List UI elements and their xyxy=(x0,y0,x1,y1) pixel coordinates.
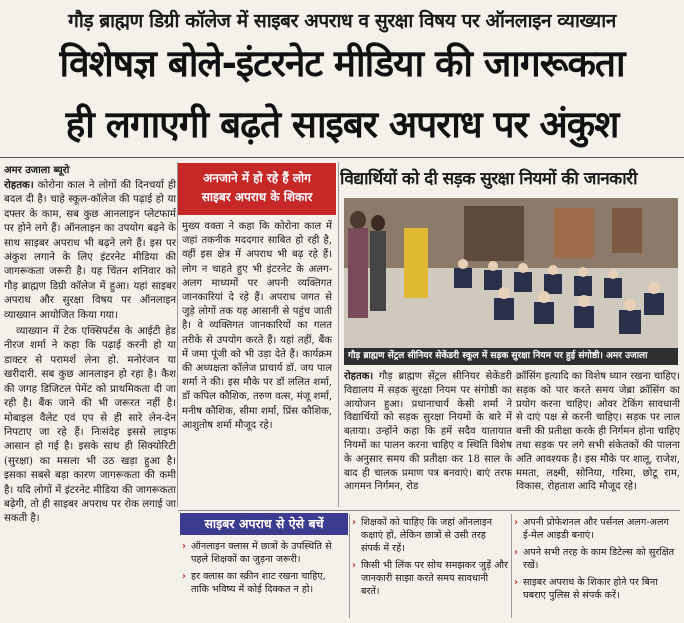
headline-line-1: विशेषज्ञ बोले-इंटरनेट मीडिया की जागरूकता xyxy=(59,42,625,85)
highlight-box xyxy=(178,163,336,215)
photo-story-column-1 xyxy=(344,370,512,505)
highlight-line-1: अनजाने में हो रहे हैं लोग xyxy=(203,171,311,185)
photo-story-text: गौड़ ब्राह्मण सेंट्रल सीनियर सेकेंडरी विद्यालय में सड़क सुरक्षा नियम पर संगोष्ठी का आयोजन हुआ। प्रधानाचार्य केसी शर्मा ने विद्यार्थियों को सड़क सुरक्षा नियमों के बारे में बताया। उन्होंने कहा कि हमें सदैव यातायात नियमों का पालन करना चाहिए व स्थिति विशेष के अनुसार समय की प्रतीक्षा कर 18 साल के बाद ही चालक प्रमाण पत्र बनवाएं। बाएं तरफ आगमन निर्गमन, रोड xyxy=(344,371,512,493)
paragraph-2: व्याख्यान में टेक एक्सिपर्टस के आईटी हेड नीरज शर्मा ने कहा कि पढ़ाई करनी हो या डाक्टर से परामर्श लेना हो. मनोरंजन या खरीदारी. सब कुछ आनलाइन हो रहा है। कैश की जगह डिजिटल पेमेंट को प्राथमिकता दी जा रही है। बैंक जाने की भी जरूरत नहीं है। मोबाइल वैलेट एवं एप से ही सारे लेन-देन निपटाए जा रहे हैं। निःसंदेह इससे लाइफ आसान हो गई है। इसके साथ ही सिक्योरिटी (सुरक्षा) का मसला भी उठ खड़ा हुआ है। इसका सबसे बड़ा कारण जागरूकता की कमी है। यदि लोगों में इंटरनेट मीडिया की जागरूकता बढ़ेगी, तो ही साइबर अपराध पर रोक लगाई जा सकती है। xyxy=(4,326,176,525)
column-divider xyxy=(338,162,339,507)
article-column-1 xyxy=(4,178,176,603)
sub-headline: गौड़ ब्राह्मण डिग्री कॉलेज में साइबर अपराध व सुरक्षा विषय पर ऑनलाइन व्याख्यान xyxy=(68,10,616,32)
tips-group-1 xyxy=(182,540,346,620)
tips-group-3 xyxy=(514,516,680,620)
tip-item: › हर क्लास का स्क्रीन शाट रखना चाहिए, ताकि भविष्य में कोई दिक्कत न हो। xyxy=(182,570,346,596)
dateline: रोहतक। xyxy=(4,179,34,191)
tip-item: › ऑनलाइन क्लास में छात्रों के उपस्थिति से पहले शिक्षकों का जुड़ना जरूरी। xyxy=(182,540,346,566)
tip-item: › शिक्षकों को चाहिए कि जहां ऑनलाइन कक्षाएं हों, लेकिन छात्रों से उसी तरह संपर्क में रहें। xyxy=(352,516,508,555)
headline-divider xyxy=(0,157,684,158)
tip-item: › अपने सभी तरह के काम डिटेल्स को सुरक्षित रखें। xyxy=(514,546,680,572)
dateline: रोहतक। xyxy=(344,371,374,382)
news-photo xyxy=(344,198,678,348)
tip-item: › अपनी प्रोफेशनल और पर्सनल अलग-अलग ई-मेल आइडी बनाएं। xyxy=(514,516,680,542)
tip-item: › साइबर अपराध के शिकार होने पर बिना घबराए पुलिस से संपर्क करें। xyxy=(514,576,680,602)
tips-column-divider xyxy=(349,514,350,618)
highlight-line-2: साइबर अपराध के शिकार xyxy=(201,190,313,204)
tips-group-2 xyxy=(352,516,508,620)
photo-story-column-2: क्रॉसिंग इत्यादि का विशेष ध्यान रखना चाहिए। सड़क को पार करते समय जेब्रा क्रॉसिंग का प्रयोग करना चाहिए। ओवर टेकिंग सावधानी से दाएं पक्ष से करनी चाहिए। सड़क पर लाल बत्ती की प्रतीक्षा करके ही निर्गमन होना चाहिए तथा सड़क पर लगे सभी संकेतकों की पालना अति आवश्यक है। इस मौके पर शालू, राजेश, ममता, लक्ष्मी, सोनिया, गरिमा, छोटू राम, विकास, रोहताश आदि मौजूद रहे। xyxy=(516,371,680,493)
photo-story-title: विद्यार्थियों को दी सड़क सुरक्षा नियमों की जानकारी xyxy=(340,169,637,189)
photo-caption: गौड़ ब्राह्मण सेंट्रल सीनियर सेकेंडरी स्कूल में सड़क सुरक्षा नियम पर हुई संगोष्ठी। अमर उजाला xyxy=(344,348,678,365)
article-column-2: मुख्य वक्ता ने कहा कि कोरोना काल में जहां तकनीक मददगार साबित हो रही है, वहीं इस क्षेत्र में अपराध भी बढ़ रहे हैं। लोग न चाहते हुए भी इंटरनेट के अलग-अलग माध्यमों पर अपनी व्यक्तिगत जानकारियां दे रहे हैं। अपराध जगत से जुड़े लोगों तक यह आसानी से पहुंच जाती है। वे व्यक्तिगत जानकारियों का गलत तरीके से उपयोग करते हैं। यहां तहीं, बैंक में जमा पूंजी को भी उड़ा देते हैं। कार्यक्रम की अध्यक्षता कॉलेज प्राचार्य डॉ. जय पाल शर्मा ने की। इस मौके पर डॉ ललित शर्मा, डॉ कपिल कौशिक, तरुण वत्स, मंजू शर्मा, मनीष कौशिक, सीमा शर्मा, प्रिंस कौशिक, आशुतोष शर्मा मौजूद रहे। xyxy=(182,221,332,431)
tips-heading: साइबर अपराध से ऐसे बचें xyxy=(180,513,348,535)
paragraph-1: कोरोना काल ने लोगों की दिनचर्या ही बदल दी है। चाहे स्कूल-कॉलेज की पढ़ाई हो या दफ्तर के काम, सब कुछ आनलाइन प्लेटफार्म पर होने लगे हैं। ऑनलाइन का उपयोग बढ़ने के साथ साइबर अपराध भी बढ़ने लगे हैं। इस पर अंकुश लगाने के लिए इंटरनेट मीडिया की जागरूकता जरूरी है। यह चिंतन शनिवार को गौड़ ब्राह्मण डिग्री कॉलेज में हुआ। यहां साइबर अपराध और सुरक्षा विषय पर ऑनलाइन व्याख्यान आयोजित किया गया। xyxy=(4,180,176,321)
tips-divider xyxy=(178,510,680,511)
headline-line-2: ही लगाएगी बढ़ते साइबर अपराध पर अंकुश xyxy=(65,103,619,146)
tip-item: › किसी भी लिंक पर सोच समझकर जुड़ें और जानकारी साझा करते समय सावधानी बरतें। xyxy=(352,559,508,598)
tips-column-divider xyxy=(511,514,512,618)
byline: अमर उजाला ब्यूरो xyxy=(4,165,70,176)
